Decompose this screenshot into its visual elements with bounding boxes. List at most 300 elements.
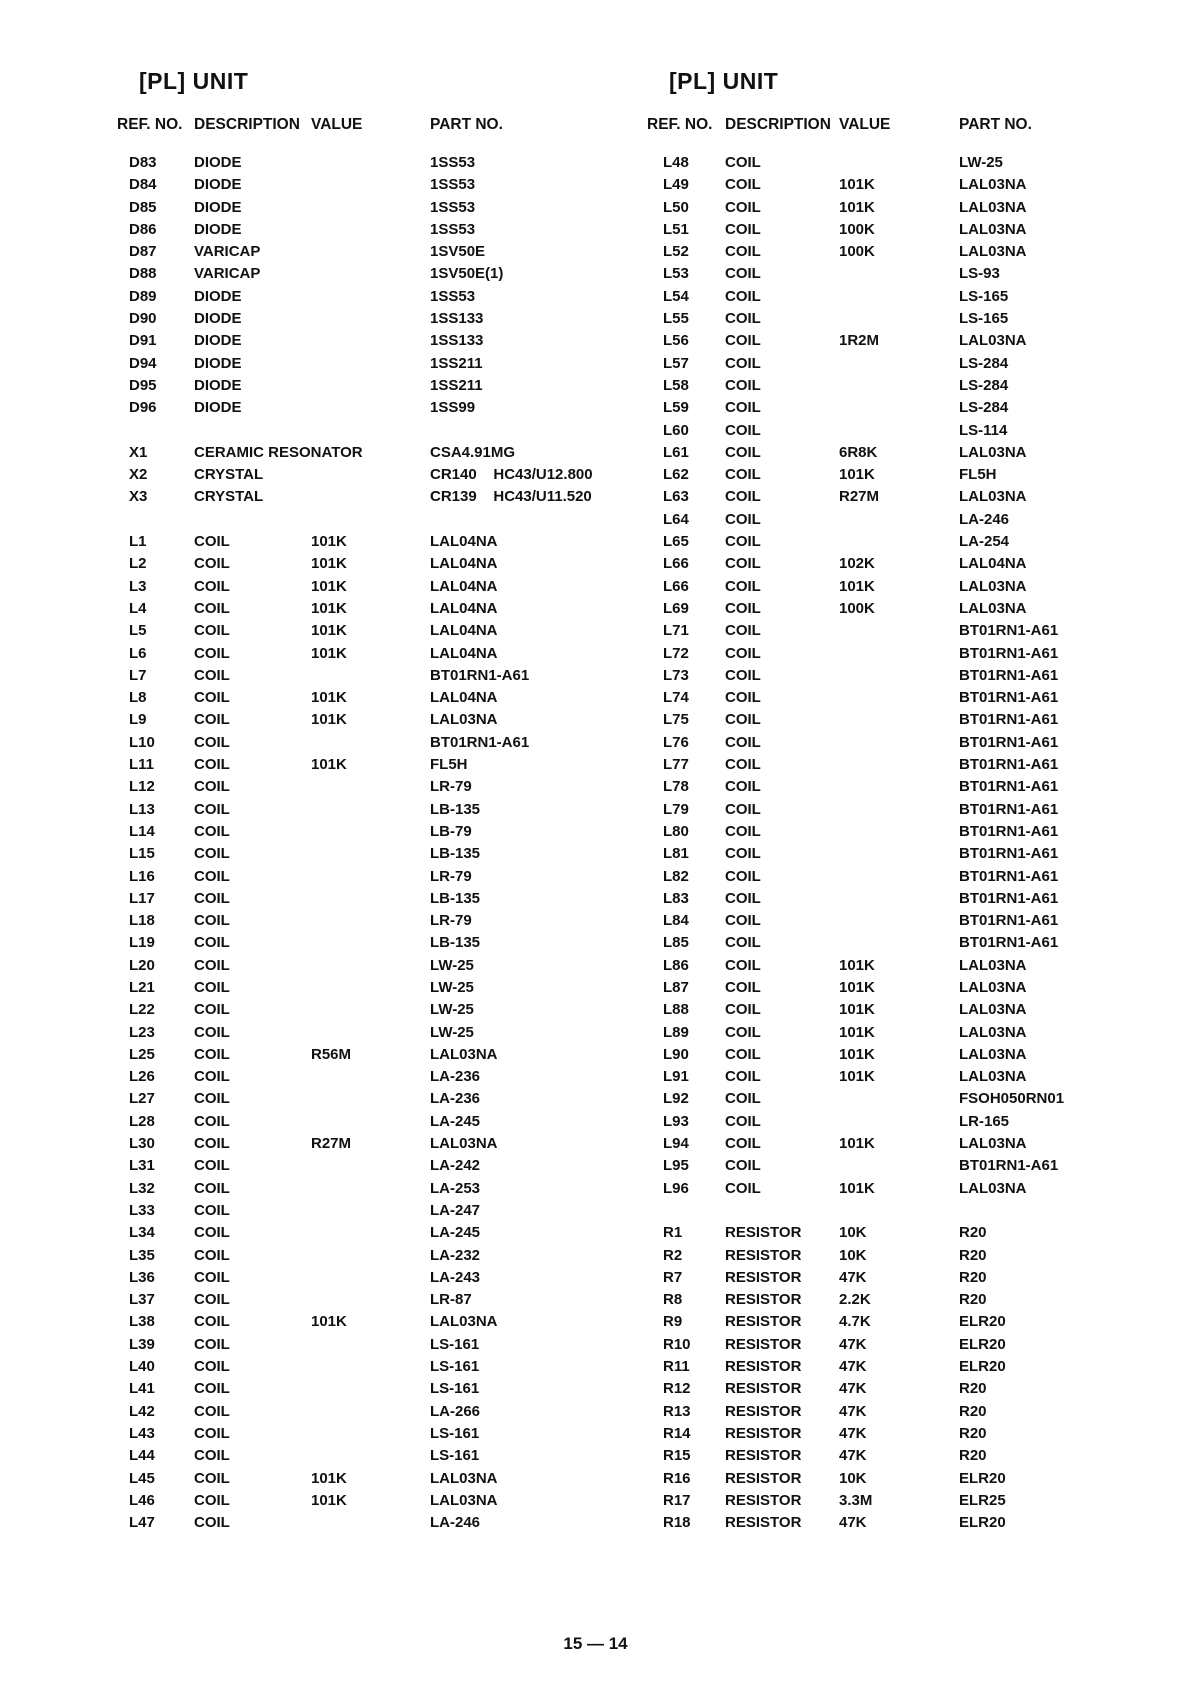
value-cell: 2.2K <box>839 1291 871 1309</box>
table-row <box>117 1423 480 1445</box>
value-cell: 100K <box>839 243 875 261</box>
table-row <box>647 1155 1059 1177</box>
part-no-cell: 1SS53 <box>430 198 476 216</box>
header-ref-no: REF. NO. <box>117 116 183 133</box>
part-no-cell: LA-246 <box>430 1514 481 1532</box>
part-no-cell: LS-165 <box>959 310 1009 328</box>
description-cell: COIL <box>194 533 230 551</box>
table-row <box>647 486 1027 508</box>
ref-no-cell: L26 <box>129 1068 155 1086</box>
description-cell: COIL <box>194 1068 230 1086</box>
ref-no-cell: R11 <box>663 1358 690 1376</box>
table-row <box>647 999 1027 1021</box>
ref-no-cell: R15 <box>663 1447 691 1465</box>
table-row <box>647 1490 1006 1512</box>
table-row <box>117 754 468 776</box>
table-row <box>647 464 997 486</box>
ref-no-cell: L88 <box>663 1001 689 1019</box>
parts-rows <box>117 152 593 1534</box>
value-cell: 101K <box>311 577 347 595</box>
value-cell: 101K <box>311 644 347 662</box>
part-no-cell: LAL04NA <box>430 555 498 573</box>
part-no-cell: LA-247 <box>430 1201 481 1219</box>
table-row <box>647 330 1027 352</box>
description-cell: COIL <box>194 1335 230 1353</box>
table-row <box>117 1356 480 1378</box>
part-no-cell: LAL04NA <box>430 622 498 640</box>
description-cell: COIL <box>194 1045 230 1063</box>
table-row <box>117 152 476 174</box>
ref-no-cell: L18 <box>129 912 155 930</box>
part-no-cell: LW-25 <box>959 154 1003 171</box>
table-row <box>117 866 472 888</box>
ref-no-cell: L96 <box>663 1179 689 1197</box>
part-no-cell: LA-253 <box>430 1179 481 1197</box>
part-no-cell: ELR20 <box>959 1313 1006 1331</box>
part-no-cell: ELR25 <box>959 1491 1006 1509</box>
ref-no-cell: L86 <box>663 956 689 974</box>
part-no-cell: 1SS211 <box>430 376 483 394</box>
part-no-cell: LS-114 <box>959 421 1008 439</box>
ref-no-cell: L60 <box>663 421 689 439</box>
table-row <box>117 1445 480 1467</box>
ref-no-cell: L52 <box>663 243 689 261</box>
ref-no-cell: L30 <box>129 1135 155 1153</box>
table-row <box>647 286 1009 308</box>
description-cell: RESISTOR <box>725 1224 802 1242</box>
ref-no-cell: D83 <box>129 154 157 171</box>
table-row <box>117 241 486 263</box>
table-row <box>647 1445 987 1467</box>
description-cell: DIODE <box>194 376 242 394</box>
table-row <box>117 1222 481 1244</box>
table-row <box>647 1066 1027 1088</box>
description-cell: COIL <box>194 1491 230 1509</box>
ref-no-cell: L37 <box>129 1291 155 1309</box>
part-no-cell: LAL03NA <box>959 176 1027 194</box>
ref-no-cell: L84 <box>663 912 689 930</box>
value-cell: 3.3M <box>839 1491 873 1509</box>
table-row <box>117 843 481 865</box>
value-cell: 101K <box>839 1068 875 1086</box>
table-row <box>647 932 1059 954</box>
ref-no-cell: L28 <box>129 1112 155 1130</box>
ref-no-cell: L5 <box>129 622 147 640</box>
table-row <box>647 197 1027 219</box>
ref-no-cell: D84 <box>129 176 157 194</box>
ref-no-cell: L27 <box>129 1090 155 1108</box>
part-no-cell: LS-284 <box>959 376 1009 394</box>
ref-no-cell: L22 <box>129 1001 155 1019</box>
table-row <box>117 553 498 575</box>
description-cell: CRYSTAL <box>194 466 264 484</box>
description-cell: COIL <box>194 956 230 974</box>
part-no-cell: LAL03NA <box>430 1313 498 1331</box>
value-cell: 101K <box>311 689 347 707</box>
ref-no-cell: L91 <box>663 1068 689 1086</box>
table-row <box>117 1490 498 1512</box>
part-no-cell: 1SS53 <box>430 287 476 305</box>
part-no-cell: BT01RN1-A61 <box>959 622 1059 640</box>
table-row <box>647 442 1027 464</box>
description-cell: COIL <box>725 198 761 216</box>
ref-no-cell: L34 <box>129 1224 155 1242</box>
table-row <box>117 1245 481 1267</box>
description-cell: COIL <box>725 912 761 930</box>
description-cell: COIL <box>194 733 230 751</box>
description-cell: COIL <box>194 1246 230 1264</box>
ref-no-cell: L21 <box>129 978 155 996</box>
value-cell: 47K <box>839 1402 867 1420</box>
part-no-cell: LAL03NA <box>959 1135 1027 1153</box>
table-row <box>117 1044 498 1066</box>
description-cell: RESISTOR <box>725 1246 802 1264</box>
description-cell: COIL <box>194 644 230 662</box>
part-no-cell: LAL03NA <box>959 978 1027 996</box>
table-row <box>117 576 498 598</box>
description-cell: RESISTOR <box>725 1291 802 1309</box>
description-cell: COIL <box>725 466 761 484</box>
part-no-cell: LAL04NA <box>430 533 498 551</box>
ref-no-cell: L69 <box>663 599 689 617</box>
part-no-cell: LS-284 <box>959 354 1009 372</box>
value-cell: 47K <box>839 1358 867 1376</box>
ref-no-cell: L33 <box>129 1201 155 1219</box>
part-no-cell: LB-135 <box>430 845 481 863</box>
table-row <box>647 1044 1027 1066</box>
value-cell: 47K <box>839 1335 867 1353</box>
ref-no-cell: L63 <box>663 488 689 506</box>
table-row <box>117 1512 481 1534</box>
part-no-cell: FL5H <box>430 756 468 774</box>
table-row <box>117 286 476 308</box>
part-no-cell: LAL03NA <box>959 1068 1027 1086</box>
description-cell: COIL <box>725 533 761 551</box>
value-cell: 47K <box>839 1268 867 1286</box>
ref-no-cell: R14 <box>663 1424 691 1442</box>
table-row <box>117 955 474 977</box>
description-cell: DIODE <box>194 354 242 372</box>
value-cell: 102K <box>839 555 875 573</box>
part-no-cell: LR-79 <box>430 867 472 885</box>
ref-no-cell: L59 <box>663 399 689 417</box>
table-row <box>647 754 1059 776</box>
header-value: VALUE <box>311 116 363 133</box>
value-cell: 101K <box>311 756 347 774</box>
part-no-cell: LB-135 <box>430 934 481 952</box>
value-cell: 101K <box>311 533 347 551</box>
table-row <box>647 576 1027 598</box>
ref-no-cell: L50 <box>663 198 689 216</box>
ref-no-cell: L13 <box>129 800 155 818</box>
description-cell: COIL <box>194 756 230 774</box>
table-row <box>647 843 1059 865</box>
table-row <box>117 531 498 553</box>
value-cell: R27M <box>839 488 880 506</box>
part-no-cell: 1SS133 <box>430 310 484 328</box>
part-no-cell: 1SS53 <box>430 176 476 194</box>
part-no-cell: BT01RN1-A61 <box>959 711 1059 729</box>
part-no-cell: LR-79 <box>430 778 472 796</box>
ref-no-cell: L58 <box>663 376 689 394</box>
ref-no-cell: X2 <box>129 466 148 484</box>
description-cell: COIL <box>194 689 230 707</box>
part-no-cell: BT01RN1-A61 <box>959 867 1059 885</box>
part-no-cell: LAL03NA <box>959 488 1027 506</box>
table-row <box>647 263 1000 285</box>
ref-no-cell: L15 <box>129 845 155 863</box>
part-no-cell: LAL03NA <box>430 711 498 729</box>
part-no-cell: BT01RN1-A61 <box>959 666 1059 684</box>
table-row <box>117 821 472 843</box>
ref-no-cell: L9 <box>129 711 147 729</box>
part-no-cell: LAL03NA <box>959 220 1027 238</box>
part-no-cell: LA-243 <box>430 1268 481 1286</box>
description-cell: COIL <box>194 1268 230 1286</box>
part-no-cell: LAL04NA <box>430 644 498 662</box>
description-cell: COIL <box>725 956 761 974</box>
ref-no-cell: L2 <box>129 555 147 573</box>
table-row <box>117 888 481 910</box>
header-part-no: PART NO. <box>430 116 503 133</box>
description-cell: COIL <box>194 1112 230 1130</box>
table-row <box>647 420 1008 442</box>
table-row <box>117 1155 481 1177</box>
ref-no-cell: L65 <box>663 533 689 551</box>
ref-no-cell: L3 <box>129 577 147 595</box>
table-row <box>117 375 483 397</box>
ref-no-cell: D94 <box>129 354 157 372</box>
part-no-cell: BT01RN1-A61 <box>959 778 1059 796</box>
ref-no-cell: L19 <box>129 934 155 952</box>
ref-no-cell: D85 <box>129 198 157 216</box>
ref-no-cell: L32 <box>129 1179 155 1197</box>
description-cell: COIL <box>725 978 761 996</box>
description-cell: COIL <box>194 1402 230 1420</box>
part-no-cell: R20 <box>959 1424 987 1442</box>
part-no-cell: BT01RN1-A61 <box>959 733 1059 751</box>
ref-no-cell: R1 <box>663 1224 683 1242</box>
ref-no-cell: X1 <box>129 443 148 461</box>
value-cell: 10K <box>839 1469 867 1487</box>
part-no-cell: R20 <box>959 1246 987 1264</box>
description-cell: RESISTOR <box>725 1402 802 1420</box>
description-cell: COIL <box>725 399 761 417</box>
part-no-cell: BT01RN1-A61 <box>959 756 1059 774</box>
value-cell: 101K <box>311 599 347 617</box>
description-cell: DIODE <box>194 399 242 417</box>
description-cell: COIL <box>194 822 230 840</box>
ref-no-cell: D95 <box>129 376 157 394</box>
table-row <box>117 643 498 665</box>
description-cell: CRYSTAL <box>194 488 264 506</box>
part-no-cell: LAL03NA <box>430 1469 498 1487</box>
part-no-cell: BT01RN1-A61 <box>959 889 1059 907</box>
ref-no-cell: L38 <box>129 1313 155 1331</box>
ref-no-cell: L66 <box>663 577 689 595</box>
table-row <box>117 1289 472 1311</box>
description-cell: COIL <box>725 666 761 684</box>
spacer-row <box>647 1200 778 1222</box>
table-row <box>647 241 1027 263</box>
header-description: DESCRIPTION <box>194 116 300 133</box>
table-row <box>117 776 472 798</box>
value-cell: 101K <box>839 176 875 194</box>
ref-no-cell: L7 <box>129 666 147 684</box>
part-no-cell: FL5H <box>959 466 997 484</box>
part-no-cell: LAL03NA <box>959 1179 1027 1197</box>
header-value: VALUE <box>839 116 891 133</box>
ref-no-cell: D96 <box>129 399 157 417</box>
table-row <box>647 1245 987 1267</box>
part-no-cell: LA-246 <box>959 510 1010 528</box>
table-row <box>647 709 1059 731</box>
table-row <box>117 174 476 196</box>
ref-no-cell: D90 <box>129 310 157 328</box>
description-cell: COIL <box>725 845 761 863</box>
table-row <box>647 509 1010 531</box>
table-row <box>647 977 1027 999</box>
description-cell: DIODE <box>194 154 242 171</box>
table-row <box>647 643 1059 665</box>
part-no-cell: BT01RN1-A61 <box>959 822 1059 840</box>
part-no-cell: LAL04NA <box>430 689 498 707</box>
value-cell: 47K <box>839 1514 867 1532</box>
table-row <box>117 910 472 932</box>
table-row <box>647 1512 1006 1534</box>
part-no-cell: LA-236 <box>430 1068 481 1086</box>
description-cell: COIL <box>725 756 761 774</box>
table-row <box>117 1267 481 1289</box>
table-row <box>117 353 483 375</box>
table-row <box>647 1022 1027 1044</box>
description-cell: COIL <box>725 577 761 595</box>
ref-no-cell: R12 <box>663 1380 691 1398</box>
description-cell: RESISTOR <box>725 1424 802 1442</box>
table-row <box>117 464 593 486</box>
table-row <box>117 598 498 620</box>
table-row <box>117 999 474 1021</box>
part-no-cell: LAL03NA <box>430 1491 498 1509</box>
value-cell: 101K <box>311 711 347 729</box>
description-cell: DIODE <box>194 310 242 328</box>
table-row <box>117 1311 498 1333</box>
part-no-cell: 1SS53 <box>430 220 476 238</box>
table-row <box>117 732 530 754</box>
part-no-cell: LR-79 <box>430 912 472 930</box>
part-no-cell: LAL03NA <box>959 1045 1027 1063</box>
part-no-cell: BT01RN1-A61 <box>959 689 1059 707</box>
part-no-cell: BT01RN1-A61 <box>959 1157 1059 1175</box>
value-cell: 101K <box>839 1023 875 1041</box>
ref-no-cell: D91 <box>129 332 157 350</box>
description-cell: RESISTOR <box>725 1491 802 1509</box>
table-row <box>117 932 481 954</box>
table-row <box>117 687 498 709</box>
ref-no-cell: L35 <box>129 1246 155 1264</box>
value-cell: 101K <box>839 956 875 974</box>
description-cell: COIL <box>725 644 761 662</box>
description-cell: RESISTOR <box>725 1380 802 1398</box>
header-ref-no: REF. NO. <box>647 116 713 133</box>
table-row <box>647 531 1010 553</box>
table-row <box>117 330 484 352</box>
table-row <box>117 665 530 687</box>
value-cell: 47K <box>839 1380 867 1398</box>
table-row <box>647 1267 987 1289</box>
value-cell: 6R8K <box>839 443 878 461</box>
description-cell: COIL <box>194 867 230 885</box>
value-cell: 10K <box>839 1246 867 1264</box>
table-row <box>117 1378 480 1400</box>
ref-no-cell: R2 <box>663 1246 683 1264</box>
part-no-cell: ELR20 <box>959 1469 1006 1487</box>
description-cell: COIL <box>194 1424 230 1442</box>
part-no-cell: LAL03NA <box>959 577 1027 595</box>
description-cell: COIL <box>194 1157 230 1175</box>
table-row <box>647 1111 1010 1133</box>
table-row <box>647 598 1027 620</box>
ref-no-cell: L57 <box>663 354 689 372</box>
part-no-cell: LAL03NA <box>959 599 1027 617</box>
ref-no-cell: L94 <box>663 1135 689 1153</box>
part-no-cell: ELR20 <box>959 1514 1006 1532</box>
part-no-cell: 1SS211 <box>430 354 483 372</box>
ref-no-cell: R17 <box>663 1491 691 1509</box>
table-row <box>117 263 504 285</box>
description-cell: COIL <box>194 1358 230 1376</box>
part-no-cell: LS-165 <box>959 287 1009 305</box>
value-cell: 101K <box>311 1491 347 1509</box>
ref-no-cell: L79 <box>663 800 689 818</box>
description-cell: COIL <box>725 555 761 573</box>
part-no-cell: LS-161 <box>430 1424 480 1442</box>
ref-no-cell: L53 <box>663 265 689 283</box>
ref-no-cell: D86 <box>129 220 157 238</box>
table-row <box>647 308 1009 330</box>
description-cell: COIL <box>194 711 230 729</box>
table-row <box>647 1133 1027 1155</box>
table-row <box>647 799 1059 821</box>
description-cell: COIL <box>725 243 761 261</box>
description-cell: COIL <box>725 1179 761 1197</box>
description-cell: COIL <box>194 1313 230 1331</box>
ref-no-cell: L89 <box>663 1023 689 1041</box>
description-cell: COIL <box>194 666 230 684</box>
description-cell: VARICAP <box>194 265 261 283</box>
ref-no-cell: L14 <box>129 822 155 840</box>
ref-no-cell: L54 <box>663 287 689 305</box>
value-cell: R56M <box>311 1045 352 1063</box>
part-no-cell: LW-25 <box>430 956 474 974</box>
ref-no-cell: L76 <box>663 733 689 751</box>
description-cell: COIL <box>725 1135 761 1153</box>
ref-no-cell: L42 <box>129 1402 155 1420</box>
description-cell: COIL <box>194 599 230 617</box>
table-row <box>647 353 1009 375</box>
ref-no-cell: L71 <box>663 622 689 640</box>
ref-no-cell: L44 <box>129 1447 155 1465</box>
ref-no-cell: L82 <box>663 867 689 885</box>
value-cell: 100K <box>839 220 875 238</box>
description-cell: COIL <box>194 1469 230 1487</box>
ref-no-cell: R9 <box>663 1313 683 1331</box>
part-no-cell: LR-87 <box>430 1291 472 1309</box>
table-row <box>647 397 1009 419</box>
table-row <box>117 1200 481 1222</box>
part-no-cell: 1SS99 <box>430 399 476 417</box>
part-no-cell: LA-254 <box>959 533 1010 551</box>
